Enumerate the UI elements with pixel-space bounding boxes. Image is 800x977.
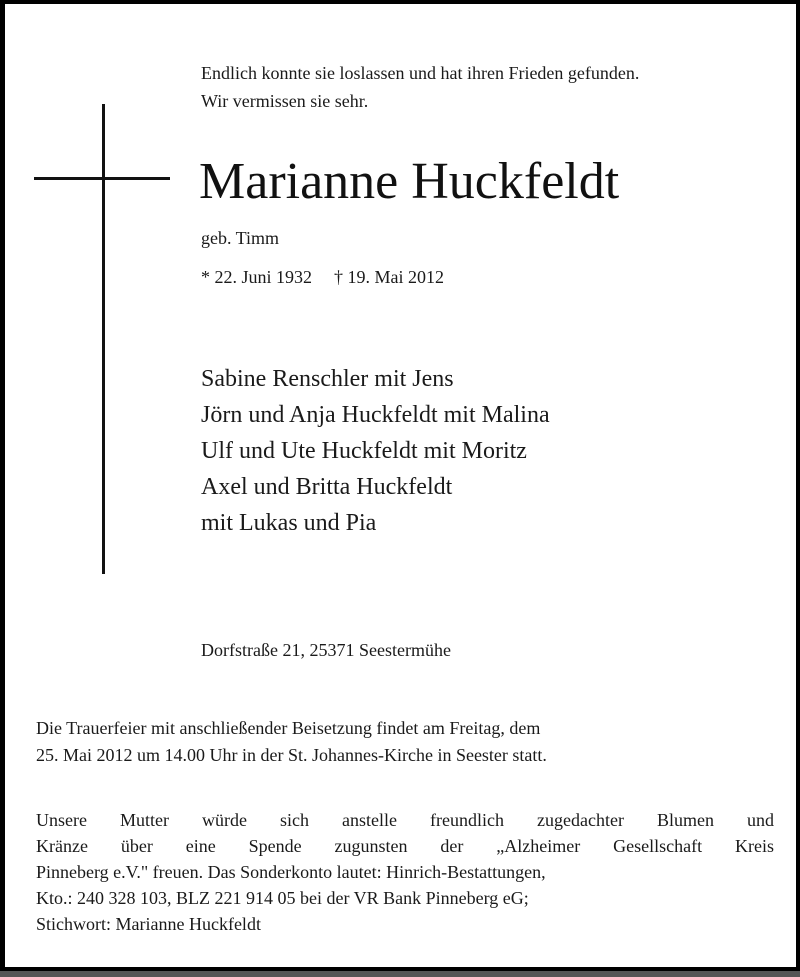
address: Dorfstraße 21, 25371 Seestermühe <box>201 640 451 660</box>
ceremony-line-1: Die Trauerfeier mit anschließender Beisetzung findet am Freitag, dem <box>36 718 541 738</box>
ceremony-info <box>36 715 547 769</box>
donation-line-2: Kränze über eine Spende zugunsten der „Alzheimer Gesellschaft Kreis <box>36 836 774 856</box>
family-line: mit Lukas und Pia <box>201 510 377 536</box>
family-line: Sabine Renschler mit Jens <box>201 366 454 392</box>
family-list <box>201 361 550 541</box>
cross-icon-vertical-bar <box>102 104 105 574</box>
page-bottom-edge <box>0 971 800 977</box>
donation-line-4: Kto.: 240 328 103, BLZ 221 914 05 bei der VR Bank Pinneberg eG; <box>36 888 529 908</box>
donation-line-5: Stichwort: Marianne Huckfeldt <box>36 914 261 934</box>
family-line: Jörn und Anja Huckfeldt mit Malina <box>201 402 550 428</box>
deceased-name: Marianne Huckfeldt <box>199 153 620 210</box>
intro-line-1: Endlich konnte sie loslassen und hat ihren Frieden gefunden. <box>201 63 640 83</box>
ceremony-line-2: 25. Mai 2012 um 14.00 Uhr in der St. Johannes-Kirche in Seester statt. <box>36 745 547 765</box>
cross-icon-horizontal-bar <box>34 177 170 180</box>
family-line: Ulf und Ute Huckfeldt mit Moritz <box>201 438 527 464</box>
family-line: Axel und Britta Huckfeldt <box>201 474 453 500</box>
intro-line-2: Wir vermissen sie sehr. <box>201 91 369 111</box>
birth-date: * 22. Juni 1932 <box>201 267 313 287</box>
intro-text <box>201 59 639 115</box>
donation-info <box>36 807 774 937</box>
maiden-name: geb. Timm <box>201 228 280 248</box>
death-date: † 19. Mai 2012 <box>334 267 445 287</box>
life-dates <box>201 265 444 289</box>
donation-line-1: Unsere Mutter würde sich anstelle freundlich zugedachter Blumen und <box>36 810 774 830</box>
donation-line-3: Pinneberg e.V." freuen. Das Sonderkonto lautet: Hinrich-Bestattungen, <box>36 862 546 882</box>
